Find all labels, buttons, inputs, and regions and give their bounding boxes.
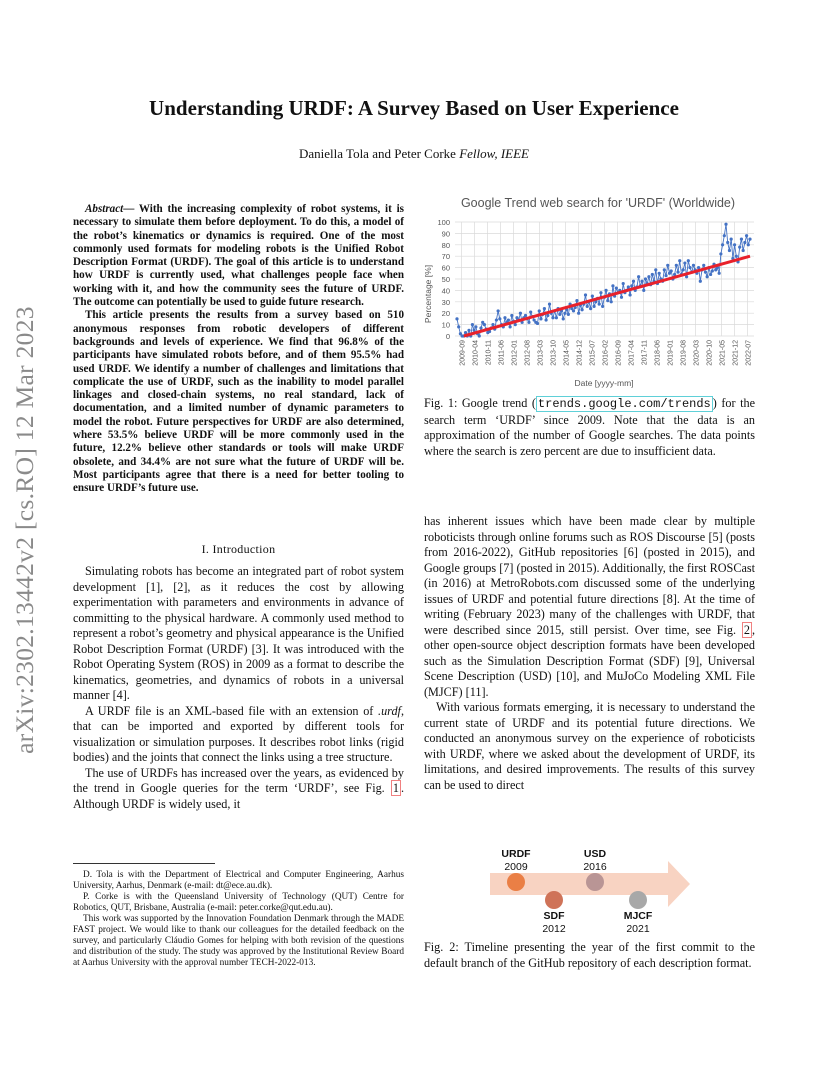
fig2-reference-link[interactable]: 2 bbox=[743, 622, 750, 637]
chart-data-point bbox=[678, 259, 681, 262]
chart-data-point bbox=[647, 275, 650, 278]
chart-data-point bbox=[558, 313, 561, 316]
abstract-label: Abstract bbox=[85, 203, 124, 215]
chart-x-tick-label: 2021-12 bbox=[732, 340, 740, 366]
chart-x-tick-label: 2009-09 bbox=[459, 340, 467, 366]
chart-x-tick-label: 2012-01 bbox=[511, 340, 519, 366]
chart-y-tick-label: 90 bbox=[441, 229, 450, 239]
abstract-block bbox=[73, 203, 404, 496]
chart-data-point bbox=[630, 284, 633, 287]
footnotes bbox=[73, 870, 404, 969]
fig2-caption: Fig. 2: Timeline presenting the year of the first commit to the default branch of the GitHub repository of each description format. bbox=[424, 940, 755, 970]
chart-data-point bbox=[704, 271, 707, 274]
chart-x-tick-label: 2014-12 bbox=[576, 340, 584, 366]
chart-data-point bbox=[620, 296, 623, 299]
chart-data-point bbox=[536, 322, 539, 325]
chart-data-point bbox=[735, 255, 738, 258]
chart-data-point bbox=[551, 316, 554, 319]
chart-data-point bbox=[591, 295, 594, 298]
chart-data-point bbox=[539, 317, 542, 320]
right-p1-end: , other open-source object description formats have been developed such as the Simulation Description Format (SDF) [9], Universal Scene Description (USD) [10], and MuJoCo Modeling XML File (MJCF) [11]. bbox=[424, 622, 755, 699]
chart-data-point bbox=[544, 318, 547, 321]
chart-trend-line-segment bbox=[464, 256, 750, 336]
chart-title: Google Trend web search for 'URDF' (Worldwide) bbox=[460, 196, 736, 210]
chart-data-point bbox=[730, 238, 733, 241]
chart-data-points bbox=[455, 223, 751, 338]
google-trend-chart bbox=[418, 188, 758, 394]
chart-data-point bbox=[738, 245, 741, 248]
timeline-label-mjcf: MJCF bbox=[623, 910, 653, 922]
chart-data-point bbox=[670, 269, 673, 272]
abstract-text-1: — With the increasing complexity of robot systems, it is necessary to simulate them before deployment. To do this, a model of the robot’s kinematics or dynamics is required. One of the most commonly used formats for modeling robots is the Unified Robot Description Format (URDF). The goal of this article is to understand how URDF is currently used, what challenges people face when working with it, and how the community sees the future of URDF. The outcome can potentially be used to guide future research. bbox=[73, 203, 404, 309]
chart-y-tick-label: 10 bbox=[441, 320, 450, 330]
chart-data-point bbox=[687, 259, 690, 262]
chart-data-point bbox=[599, 291, 602, 294]
chart-data-point bbox=[491, 323, 494, 326]
chart-data-point bbox=[742, 249, 745, 252]
chart-data-point bbox=[580, 308, 583, 311]
chart-data-point bbox=[586, 305, 589, 308]
chart-data-point bbox=[642, 289, 645, 292]
chart-y-axis-label: Percentage [%] bbox=[423, 264, 433, 324]
chart-data-point bbox=[474, 325, 477, 328]
paper-title: Understanding URDF: A Survey Based on User Experience bbox=[149, 96, 679, 120]
right-paragraph-1 bbox=[424, 514, 755, 700]
timeline-dot-mjcf bbox=[629, 891, 647, 909]
intro-paragraph-2 bbox=[73, 704, 404, 766]
chart-data-point bbox=[543, 307, 546, 310]
intro-p3-start: The use of URDFs has increased over the years, as evidenced by the trend in Google queries for the term ‘URDF’, see Fig. bbox=[73, 765, 404, 795]
chart-data-point bbox=[719, 252, 722, 255]
chart-data-point bbox=[509, 325, 512, 328]
chart-data-point bbox=[563, 312, 566, 315]
chart-data-point bbox=[548, 302, 551, 305]
footnote-rule bbox=[73, 863, 215, 864]
chart-data-point bbox=[584, 293, 587, 296]
timeline-dot-urdf bbox=[507, 873, 525, 891]
chart-data-point bbox=[702, 264, 705, 267]
chart-data-point bbox=[503, 316, 506, 319]
chart-data-point bbox=[654, 268, 657, 271]
chart-data-point bbox=[651, 273, 654, 276]
chart-data-point bbox=[604, 289, 607, 292]
chart-data-point bbox=[615, 287, 618, 290]
google-trends-link[interactable]: trends.google.com/trends bbox=[537, 397, 711, 411]
chart-data-point bbox=[601, 305, 604, 308]
chart-x-tick-label: 2013-03 bbox=[537, 340, 545, 366]
chart-x-tick-label: 2017-11 bbox=[641, 340, 649, 366]
chart-data-point bbox=[572, 309, 575, 312]
chart-data-point bbox=[724, 223, 727, 226]
abstract-paragraph-1 bbox=[73, 203, 404, 309]
chart-data-point bbox=[479, 326, 482, 329]
chart-data-point bbox=[467, 329, 470, 332]
chart-data-point bbox=[538, 309, 541, 312]
description-format-timeline bbox=[490, 840, 700, 940]
timeline-label-sdf: SDF bbox=[543, 910, 565, 922]
chart-x-tick-label: 2014-05 bbox=[563, 340, 571, 366]
chart-x-tick-label: 2010-11 bbox=[485, 340, 493, 366]
chart-data-point bbox=[745, 234, 748, 237]
chart-data-point bbox=[529, 310, 532, 313]
chart-data-point bbox=[658, 272, 661, 275]
intro-p3-end: . Although URDF is widely used, it bbox=[73, 781, 404, 811]
chart-data-point bbox=[664, 274, 667, 277]
chart-data-point bbox=[640, 280, 643, 283]
chart-data-point bbox=[507, 318, 510, 321]
right-column-text bbox=[424, 514, 755, 793]
footnote-funding: This work was supported by the Innovation Foundation Denmark through the MADE FAST project. We would like to thank our colleagues for the detailed feedback on the survey, and particularly Cláudio Gomes for helping with both revision of the questions and distribution of the study. The study was approved by the Institutional Review Board at Aarhus University with the approval number TECH-2022-013. bbox=[73, 914, 404, 968]
chart-data-point bbox=[483, 323, 486, 326]
chart-y-tick-label: 70 bbox=[441, 252, 450, 262]
intro-p2-end: , that can be imported and exported by different tools for visualization or simulation purposes. It describes robot links (rigid bodies) and the joints that connect the links using a tree structure. bbox=[73, 703, 404, 764]
chart-data-point bbox=[606, 299, 609, 302]
chart-x-tick-label: 2015-07 bbox=[589, 340, 597, 366]
chart-data-point bbox=[747, 243, 750, 246]
author-names: Daniella Tola and Peter Corke bbox=[298, 146, 456, 161]
chart-y-tick-label: 60 bbox=[441, 263, 450, 273]
timeline-label-urdf: URDF bbox=[501, 848, 531, 860]
chart-x-tick-label: 2012-08 bbox=[524, 340, 532, 366]
footnote-corke: P. Corke is with the Queensland University of Technology (QUT) Centre for Robotics, QUT, Brisbane, Australia (e-mail: peter.corke@qut.edu.au). bbox=[73, 892, 404, 913]
chart-data-point bbox=[663, 268, 666, 271]
chart-y-tick-label: 40 bbox=[441, 286, 450, 296]
chart-data-point bbox=[627, 285, 630, 288]
timeline-year-mjcf: 2021 bbox=[626, 923, 650, 935]
abstract-paragraph-2: This article presents the results from a survey based on 510 anonymous responses from robotic developers of different backgrounds and levels of experience. We find that 96.8% of the participants have simulated robots before, and of them 95.5% had used URDF. We identify a number of challenges and limitations that complicate the use of URDF, such as the inability to model parallel linkages and closed-chain systems, no real standard, lack of documentation, and a limited number of dynamic parameters to model the robot. Future perspectives for URDF are also determined, where 53.5% believe URDF will be more commonly used in the future, 12.2% believe other standards or tools will make URDF obsolete, and 34.4% are not sure what the future of URDF will be. Most participants agree that there is a need for better tooling to ensure URDF’s future use. bbox=[73, 309, 404, 495]
fig1-reference-link[interactable]: 1 bbox=[392, 781, 399, 795]
footnote-tola: D. Tola is with the Department of Electrical and Computer Engineering, Aarhus University, Aarhus, Denmark (e-mail: dt@ece.au.dk). bbox=[73, 870, 404, 891]
chart-y-tick-label: 100 bbox=[437, 218, 450, 227]
right-paragraph-2: With various formats emerging, it is necessary to understand the current state of URDF and its potential future directions. We conducted an anonymous survey on the experience of roboticists with URDF, where we asked about the development of URDF, its limitations, and desired improvements. The results of this survey can be used to direct bbox=[424, 700, 755, 792]
chart-data-point bbox=[555, 316, 558, 319]
chart-trend-line bbox=[464, 256, 750, 336]
chart-data-point bbox=[632, 280, 635, 283]
chart-data-point bbox=[709, 273, 712, 276]
chart-x-tick-label: 2018-06 bbox=[654, 340, 662, 366]
chart-data-point bbox=[711, 269, 714, 272]
chart-data-point bbox=[723, 234, 726, 237]
chart-data-point bbox=[577, 312, 580, 315]
chart-data-point bbox=[497, 309, 500, 312]
chart-data-point bbox=[726, 241, 729, 244]
chart-x-axis-label: Date [yyyy-mm] bbox=[574, 378, 634, 388]
chart-data-point bbox=[683, 261, 686, 264]
chart-data-point bbox=[718, 272, 721, 275]
chart-data-point bbox=[706, 275, 709, 278]
chart-data-point bbox=[495, 318, 498, 321]
chart-data-point bbox=[622, 282, 625, 285]
author-fellow-title: Fellow, IEEE bbox=[459, 146, 529, 161]
chart-data-point bbox=[575, 299, 578, 302]
chart-x-tick-label: 2019-08 bbox=[680, 340, 688, 366]
chart-y-tick-label: 20 bbox=[441, 309, 450, 319]
intro-paragraph-1: Simulating robots has become an integrated part of robot system development [1], [2], as it reduces the cost by allowing experimentation with parameters and environments in advance of committing to the physical hardware. A commonly used method to represent a robot’s geometry and physical appearance is the Unified Robot Description Format (URDF) [3]. It was introduced with the Robot Operating System (ROS) in 2009 as a format to describe the kinematics, geometries, and dynamics of robots in a universal manner [4]. bbox=[73, 564, 404, 702]
intro-paragraph-3 bbox=[73, 766, 404, 813]
chart-data-point bbox=[699, 280, 702, 283]
chart-data-point bbox=[637, 275, 640, 278]
chart-data-point bbox=[478, 334, 481, 337]
timeline-dot-usd bbox=[586, 873, 604, 891]
chart-data-point bbox=[527, 321, 530, 324]
introduction-text bbox=[73, 564, 404, 812]
chart-data-point bbox=[471, 323, 474, 326]
chart-data-point bbox=[682, 268, 685, 271]
chart-x-tick-label: 2016-09 bbox=[615, 340, 623, 366]
chart-data-point bbox=[457, 325, 460, 328]
chart-data-point bbox=[610, 300, 613, 303]
chart-x-tick-label: 2022-07 bbox=[745, 340, 753, 366]
chart-data-point bbox=[611, 284, 614, 287]
section-heading-introduction: I. Introduction bbox=[201, 542, 276, 556]
chart-x-tick-label: 2021-05 bbox=[719, 340, 727, 366]
chart-data-point bbox=[740, 238, 743, 241]
chart-data-point bbox=[748, 238, 751, 241]
chart-data-point bbox=[666, 264, 669, 267]
chart-y-ticks bbox=[437, 218, 450, 341]
chart-x-tick-label: 2016-02 bbox=[602, 340, 610, 366]
chart-data-point bbox=[562, 317, 565, 320]
chart-y-tick-label: 30 bbox=[441, 297, 450, 307]
chart-data-point bbox=[455, 317, 458, 320]
paper-authors bbox=[0, 146, 828, 162]
chart-y-tick-label: 80 bbox=[441, 240, 450, 250]
chart-x-ticks bbox=[460, 340, 753, 366]
chart-x-tick-label: 2020-03 bbox=[693, 340, 701, 366]
chart-data-point bbox=[498, 317, 501, 320]
chart-data-point bbox=[510, 314, 513, 317]
timeline-year-urdf: 2009 bbox=[504, 861, 528, 873]
chart-y-tick-label: 0 bbox=[445, 332, 450, 341]
chart-data-point bbox=[676, 271, 679, 274]
intro-p2-start: A URDF file is an XML-based file with an extension of bbox=[85, 703, 379, 718]
chart-y-tick-label: 50 bbox=[441, 275, 450, 284]
fig1-caption-end: ) for the search term ‘URDF’ since 2009. Note that the data is an approximation of the number of Google searches. The data points where the search is zero percent are due to insufficient data. bbox=[424, 396, 755, 458]
chart-data-point bbox=[675, 264, 678, 267]
chart-data-point bbox=[567, 313, 570, 316]
timeline-label-usd: USD bbox=[583, 848, 607, 860]
chart-data-point bbox=[598, 302, 601, 305]
chart-data-point bbox=[721, 243, 724, 246]
chart-data-point bbox=[733, 243, 736, 246]
chart-x-tick-label: 2011-06 bbox=[498, 340, 506, 366]
chart-data-point bbox=[519, 312, 522, 315]
chart-data-point bbox=[692, 264, 695, 267]
right-p1-start: has inherent issues which have been made clear by multiple roboticists through online forums such as ROS Discourse [5] (posts from 2016-2022), GitHub repositories [6] (posted in 2015), and Google groups [7] (posted in 2015). Additionally, the first ROSCast (in 2016) at MetroRobots.com discussed some of the underlying issues of URDF and potential future directions [8]. At the time of writing (February 2023) many of the challenges with URDF, that were described since 2015, still persist. Over time, see Fig. bbox=[424, 514, 755, 637]
chart-x-tick-label: 2010-04 bbox=[472, 340, 480, 366]
chart-x-tick-label: 2019-01 bbox=[667, 340, 675, 366]
chart-data-point bbox=[628, 293, 631, 296]
chart-data-point bbox=[688, 266, 691, 269]
chart-x-tick-label: 2013-10 bbox=[550, 340, 558, 366]
chart-data-point bbox=[743, 241, 746, 244]
urdf-extension: .urdf bbox=[378, 703, 401, 718]
chart-data-point bbox=[728, 249, 731, 252]
chart-data-point bbox=[592, 305, 595, 308]
chart-data-point bbox=[524, 314, 527, 317]
fig1-caption-start: Fig. 1: Google trend ( bbox=[424, 396, 536, 410]
chart-data-point bbox=[589, 307, 592, 310]
arxiv-identifier-stamp: arXiv:2302.13442v2 [cs.RO] 12 Mar 2023 bbox=[10, 306, 39, 754]
timeline-dot-sdf bbox=[545, 891, 563, 909]
timeline-year-sdf: 2012 bbox=[542, 923, 566, 935]
chart-x-tick-label: 2017-04 bbox=[628, 340, 636, 366]
chart-x-tick-label: 2020-10 bbox=[706, 340, 714, 366]
chart-data-point bbox=[644, 277, 647, 280]
fig1-caption bbox=[424, 396, 755, 459]
timeline-year-usd: 2016 bbox=[583, 861, 607, 873]
